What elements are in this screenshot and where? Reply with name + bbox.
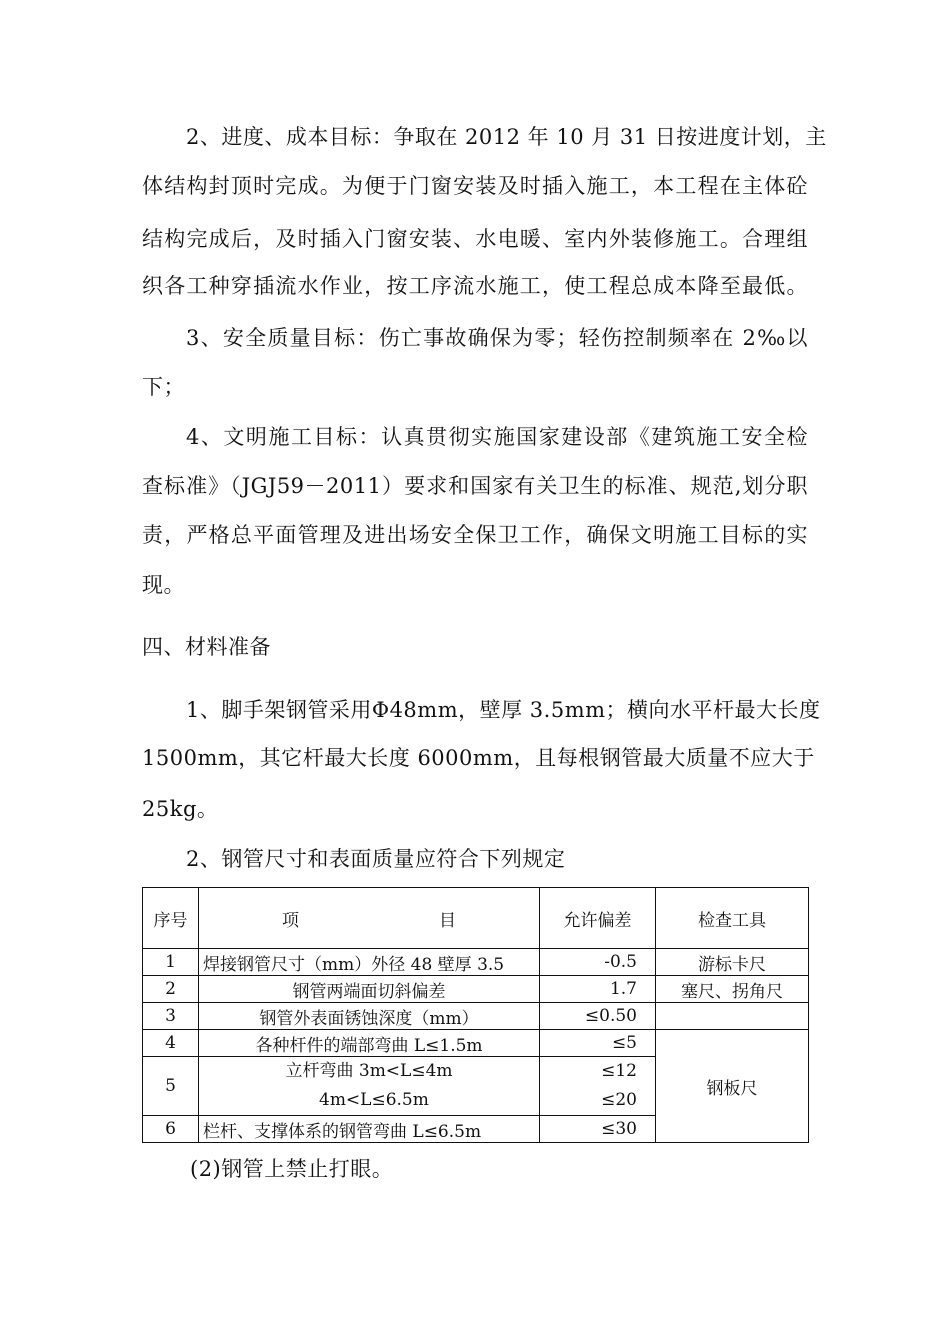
row-tolerance-line-2: ≤20 <box>601 1090 637 1110</box>
paragraph-civilized-line-2: 查标准》（JGJ59－2011）要求和国家有关卫生的标准、规范,划分职 <box>142 474 808 498</box>
row-item: 各种杆件的端部弯曲 L≤1.5m <box>199 1030 540 1057</box>
row-tolerance: -0.5 <box>540 949 656 976</box>
steel-pipe-spec-table <box>142 887 809 1143</box>
note-text: (2)钢管上禁止打眼。 <box>190 1157 394 1181</box>
table-header-row <box>143 888 809 949</box>
row-tool-merged: 钢板尺 <box>656 1030 809 1143</box>
row-no: 2 <box>143 976 199 1003</box>
paragraph-material-line-3: 25kg。 <box>142 797 219 821</box>
row-tolerance: ≤0.50 <box>540 1003 656 1030</box>
paragraph-safety-line-1: 3、安全质量目标：伤亡事故确保为零；轻伤控制频率在 2‰以 <box>186 326 808 350</box>
row-item-line-2: 4m<L≤6.5m <box>319 1090 429 1110</box>
row-no: 6 <box>143 1116 199 1143</box>
paragraph-progress-line-2: 体结构封顶时完成。为便于门窗安装及时插入施工，本工程在主体砼 <box>142 174 808 198</box>
row-tool: 游标卡尺 <box>656 949 809 976</box>
paragraph-civilized-line-3: 责，严格总平面管理及进出场安全保卫工作，确保文明施工目标的实 <box>142 523 808 547</box>
paragraph-civilized-line-1: 4、文明施工目标：认真贯彻实施国家建设部《建筑施工安全检 <box>186 425 808 449</box>
row-item: 钢管外表面锈蚀深度（mm） <box>199 1003 540 1030</box>
header-item-a: 项 <box>282 910 299 931</box>
paragraph-safety-line-2: 下； <box>142 375 185 399</box>
row-no: 5 <box>143 1057 199 1116</box>
row-tool <box>656 1003 809 1030</box>
paragraph-progress-line-4: 织各工种穿插流水作业，按工序流水施工，使工程总成本降至最低。 <box>142 274 808 298</box>
table-row <box>143 976 809 1003</box>
header-tolerance: 允许偏差 <box>540 888 656 949</box>
row-item-line-1: 立杆弯曲 3m<L≤4m <box>285 1061 453 1081</box>
paragraph-table-intro: 2、钢管尺寸和表面质量应符合下列规定 <box>186 847 566 871</box>
paragraph-material-line-2: 1500mm，其它杆最大长度 6000mm，且每根钢管最大质量不应大于 <box>142 746 815 770</box>
table-row <box>143 949 809 976</box>
header-tool: 检查工具 <box>656 888 809 949</box>
row-no: 4 <box>143 1030 199 1057</box>
row-no: 1 <box>143 949 199 976</box>
row-item: 栏杆、支撑体系的钢管弯曲 L≤6.5m <box>199 1116 540 1143</box>
row-item: 焊接钢管尺寸（mm）外径 48 壁厚 3.5 <box>199 949 540 976</box>
header-item-b: 目 <box>439 910 456 931</box>
header-no: 序号 <box>143 888 199 949</box>
header-item <box>199 888 540 949</box>
row-tolerance: ≤30 <box>540 1116 656 1143</box>
paragraph-progress-line-3: 结构完成后，及时插入门窗安装、水电暖、室内外装修施工。合理组 <box>142 227 808 251</box>
row-tool: 塞尺、拐角尺 <box>656 976 809 1003</box>
row-tolerance: ≤5 <box>540 1030 656 1057</box>
row-no: 3 <box>143 1003 199 1030</box>
row-tolerance: 1.7 <box>540 976 656 1003</box>
table-row <box>143 1003 809 1030</box>
paragraph-progress-line-1: 2、进度、成本目标：争取在 2012 年 10 月 31 日按进度计划，主 <box>186 125 827 149</box>
section-title: 四、材料准备 <box>142 635 271 659</box>
row-item <box>199 1057 540 1116</box>
row-item: 钢管两端面切斜偏差 <box>199 976 540 1003</box>
row-tolerance <box>540 1057 656 1116</box>
row-tolerance-line-1: ≤12 <box>601 1061 637 1081</box>
table-row <box>143 1030 809 1057</box>
paragraph-civilized-line-4: 现。 <box>142 573 185 597</box>
paragraph-material-line-1: 1、脚手架钢管采用Φ48mm，壁厚 3.5mm；横向水平杆最大长度 <box>186 698 821 722</box>
